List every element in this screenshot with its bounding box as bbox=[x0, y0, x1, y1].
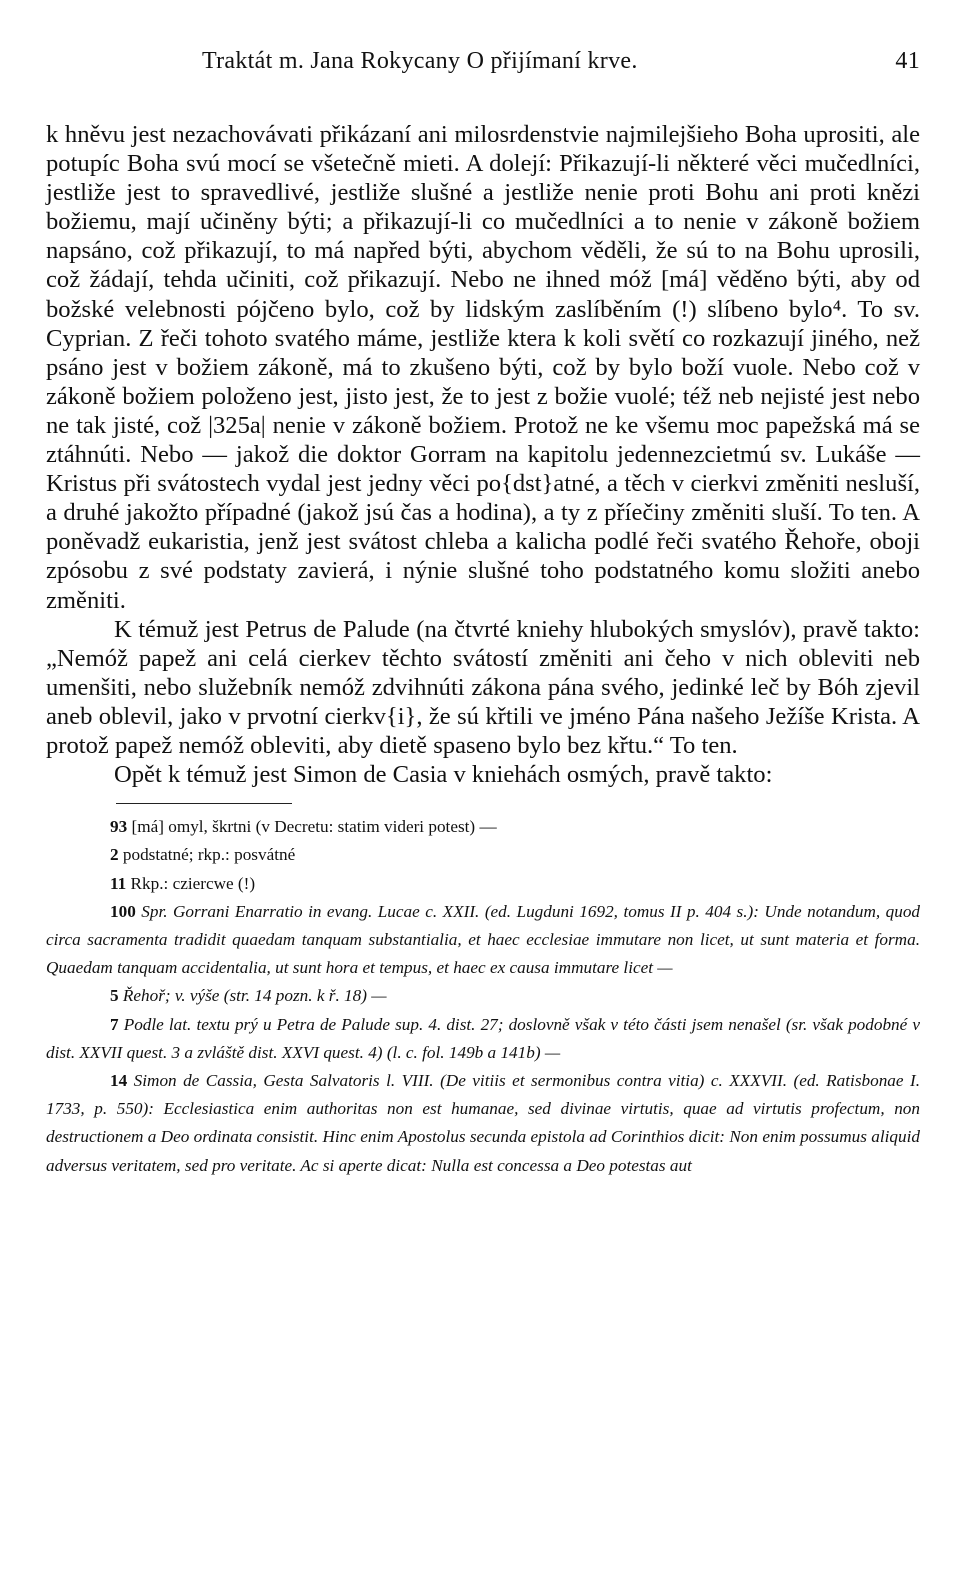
footnote-number: 100 bbox=[110, 901, 136, 921]
footnote-text: Podle lat. textu prý u Petra de Palude sup. 4. dist. 27; doslovně však v této části jsem nenašel (sr. však podobné v dist. XXVII quest. 3 a zvláště dist. XXVI quest. 4) (l. c. fol. 149b a 141b) — bbox=[46, 1014, 920, 1062]
paragraph-2: K témuž jest Petrus de Palude (na čtvrté kniehy hlubokých smyslóv), pravě takto: „Nemóž papež ani celá cierkev těchto svátostí změniti ani čeho v nich obleviti neb umenšiti, nebo služebník nemóž zdvihnúti zákona pána svého, jedinké leč by Bóh zjevil aneb oblevil, jako v prvotní cierkv{i}, že sú křtili ve jméno Pána našeho Ježíše Krista. A protož papež nemóž obleviti, aby dietě spaseno bylo bez křtu.“ To ten. bbox=[46, 615, 920, 759]
footnote-number: 5 bbox=[110, 986, 119, 1006]
footnote bbox=[46, 813, 920, 841]
footnote-number: 93 bbox=[110, 817, 128, 837]
footnote bbox=[46, 898, 920, 983]
footnote-text: Rkp.: cziercwe (!) bbox=[130, 873, 256, 893]
footnote bbox=[46, 870, 920, 898]
paragraph-1: k hněvu jest nezachovávati přikázaní ani milosrdenstvie najmilejšieho Boha uprositi, ale potupíc Boha svú mocí se všetečně mieti. A dolejí: Přikazují-li některé věci mučedlníci, jestliže jest to spravedlivé, jestliže slušné a jestliže nenie proti Bohu ani proti knězi božiemu, mají učiněny býti; a přikazují-li co mučedlníci a to nenie v zákoně božiem napsáno, což přikazují, to má napřed býti, abychom věděli, že sú to na Bohu uprosili, což žádají, tehda učiniti, což přikazují. Nebo ne ihned móž [má] věděno býti, aby od božské velebnosti pójčeno bylo, což by lidským zaslíběním (!) slíbeno bylo⁴. To sv. Cyprian. Z řeči tohoto svatého máme, jestliže ktera k koli světí co rozkazují jiného, než psáno jest v božiem zákoně, má to zkušeno býti, což by bylo boží vuole. Nebo což v zákoně božiem položeno jest, jisto jest, že to jest z božie vuolé; též neb nejisté jest nebo ne tak jisté, což |325a| nenie v zákoně božiem. Protož ne ke všemu moc papežská má se ztáhnúti. Nebo — jakož die doktor Gorram na kapitolu jedennezcietmú sv. Lukáše — Kristus při svátostech vydal jest jedny věci po{dst}atné, a těch v cierkvi změniti nesluší, a druhé jakožto případné (jakož jsú čas a hodina), a ty z příečiny změniti sluší. To ten. A poněvadž eukaristia, jenž jest svátost chleba a kalicha podlé řeči svatého Řehoře, oboji zpósobu z své podstaty zavierá, i nýnie slušné toho podstatného komu složiti anebo změniti. bbox=[46, 121, 920, 614]
footnote-number: 11 bbox=[110, 873, 127, 893]
footnote-text: podstatné; rkp.: posvátné bbox=[122, 845, 296, 865]
footnote-text: Simon de Cassia, Gesta Salvatoris l. VIII. (De vitiis et sermonibus contra vitia) c. XXXVII. (ed. Ratisbonae I. 1733, p. 550): Ecclesiastica enim authoritas non est humanae, sed divinae virtutis, quae ad virtutis profectum, non destructionem a Deo ordinata consistit. Hinc enim Apostolus secunda epistola ad Corinthios dicit: Non enim possumus aliquid adversus veritatem, sed pro veritate. Ac si aperte dicat: Nulla est concessa a Deo potestas aut bbox=[46, 1070, 920, 1175]
footnote-number: 14 bbox=[110, 1070, 128, 1090]
footnotes bbox=[46, 813, 920, 1180]
footnote bbox=[46, 1067, 920, 1180]
footnote bbox=[46, 1011, 920, 1067]
footnote-text: Spr. Gorrani Enarratio in evang. Lucae c. XXII. (ed. Lugduni 1692, tomus II p. 404 s.): Unde notandum, quod circa sacramenta tradidit quaedam tanquam substantialia, et haec ecclesiae immutare non licet, ut sunt materia et forma. Quaedam tanquam accidentalia, ut sunt hora et tempus, et haec ex causa immutare licet — bbox=[46, 901, 921, 978]
footnote-number: 2 bbox=[110, 845, 119, 865]
footnote-number: 7 bbox=[110, 1014, 119, 1034]
footnote-text: [má] omyl, škrtni (v Decretu: statim videri potest) — bbox=[131, 817, 497, 837]
footnote-divider bbox=[116, 803, 292, 804]
main-text bbox=[46, 120, 920, 789]
footnote-text: Řehoř; v. výše (str. 14 pozn. k ř. 18) — bbox=[122, 986, 387, 1006]
running-header bbox=[46, 44, 920, 84]
header-title: Traktát m. Jana Rokycany O přijímaní krve. bbox=[202, 48, 638, 74]
paragraph-3: Opět k témuž jest Simon de Casia v kniehách osmých, pravě takto: bbox=[114, 761, 773, 789]
footnote bbox=[46, 841, 920, 869]
page-number: 41 bbox=[895, 48, 920, 74]
footnote bbox=[46, 982, 920, 1010]
